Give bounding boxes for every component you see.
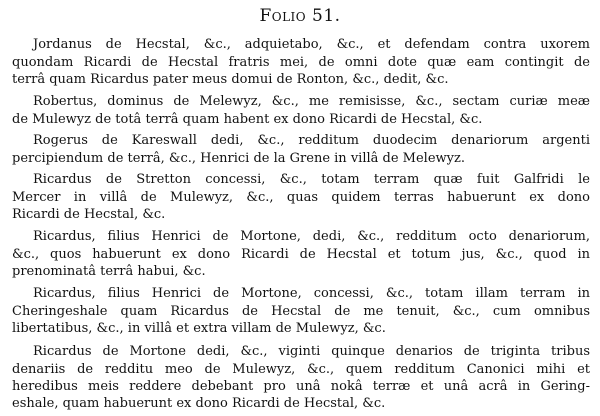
entry-line: &c., quos habuerunt ex dono Ricardi de Hecstal et totum jus, &c., quod in (12, 246, 590, 262)
entry-4 (12, 171, 590, 224)
entry-7 (12, 343, 590, 412)
entry-line: Mercer in villâ de Mulewyz, &c., quas quidem terras habuerunt ex dono (12, 189, 590, 205)
entry-line: Ricardi de Hecstal, &c. (12, 207, 166, 222)
entry-line: terrâ quam Ricardus pater meus domui de Ronton, &c., dedit, &c. (12, 72, 449, 87)
entry-line: percipiendum de terrâ, &c., Henrici de la Grene in villâ de Melewyz. (12, 150, 465, 166)
entry-line: prenominatâ terrâ habui, &c. (12, 264, 206, 279)
entry-line: denariis de redditu meo de Mulewyz, &c., quem redditum Canonici mihi et (12, 361, 590, 377)
entry-5 (12, 228, 590, 281)
entry-line: Rogerus de Kareswall dedi, &c., redditum duodecim denariorum argenti (33, 133, 590, 148)
entry-line: Ricardus de Mortone dedi, &c., viginti quinque denarios de triginta tribus (33, 344, 590, 359)
entry-2 (12, 93, 590, 128)
entry-line: Robertus, dominus de Melewyz, &c., me remisisse, &c., sectam curiæ meæ (33, 94, 590, 109)
entry-1 (12, 36, 590, 89)
entry-line: Ricardus de Stretton concessi, &c., totam terram quæ fuit Galfridi le (33, 172, 590, 187)
folio-title: Folio 51. (259, 6, 341, 26)
entry-line: quondam Ricardi de Hecstal fratris mei, de omni dote quæ eam contingit de (12, 54, 590, 70)
entry-line: heredibus meis reddere debebant pro unâ nokâ terræ et unâ acrâ in Gering- (12, 379, 590, 394)
entry-6 (12, 285, 590, 338)
entry-line: Ricardus, filius Henrici de Mortone, dedi, &c., redditum octo denariorum, (33, 229, 590, 244)
entry-line: de Mulewyz de totâ terrâ quam habent ex dono Ricardi de Hecstal, &c. (12, 111, 483, 127)
entry-line: eshale, quam habuerunt ex dono Ricardi de Hecstal, &c. (12, 395, 386, 411)
entry-3 (12, 132, 590, 167)
entry-line: libertatibus, &c., in villâ et extra villam de Mulewyz, &c. (12, 321, 386, 336)
entry-line: Cheringeshale quam Ricardus de Hecstal de me tenuit, &c., cum omnibus (12, 303, 590, 319)
entry-line: Jordanus de Hecstal, &c., adquietabo, &c., et defendam contra uxorem (33, 37, 590, 52)
entry-line: Ricardus, filius Henrici de Mortone, concessi, &c., totam illam terram in (33, 286, 590, 301)
